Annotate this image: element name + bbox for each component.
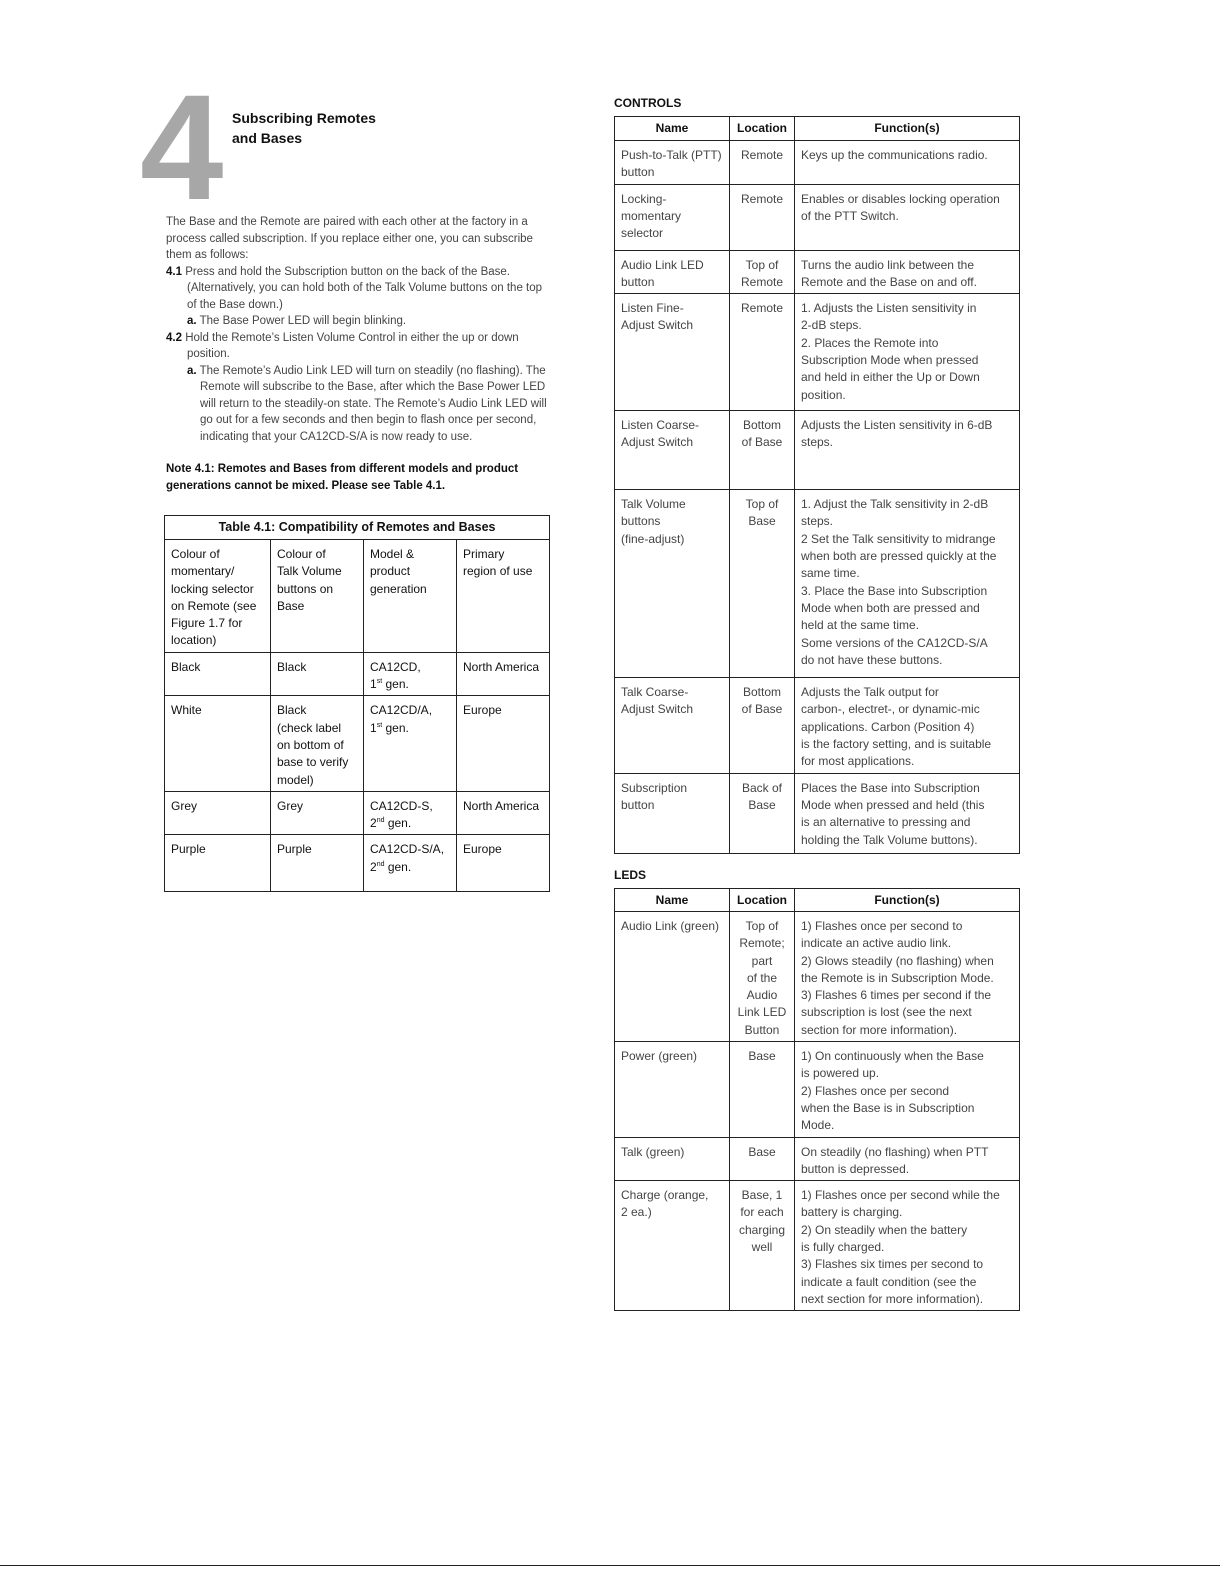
column-header: Primary region of use <box>457 540 550 653</box>
controls-heading: CONTROLS <box>614 96 682 110</box>
model: CA12CD, <box>370 659 421 674</box>
generation-suffix: nd <box>376 817 385 825</box>
column-header: Function(s) <box>795 117 1020 141</box>
table-row <box>615 411 1020 490</box>
function-cell: Adjusts the Talk output for carbon-, electret-, or dynamic-mic applications. Carbon (Position 4) is the factory setting, and is suitable for most applications. <box>795 678 1020 773</box>
generation-suffix: st <box>376 678 383 686</box>
leds-table <box>614 888 1020 1312</box>
generation-suffix: st <box>376 721 383 729</box>
table-row <box>165 835 550 892</box>
generation-number: 2 <box>370 816 377 831</box>
name-cell: Audio Link LED button <box>615 250 730 294</box>
column-header: Colour of momentary/ locking selector on Remote (see Figure 1.7 for location) <box>165 540 271 653</box>
step-text: Press and hold the Subscription button on the back of the Base. (Alternatively, you can hold both of the Talk Volume buttons on the top of the Base down.) <box>185 265 543 311</box>
table-row <box>165 696 550 791</box>
name-cell: Subscription button <box>615 773 730 853</box>
column-header: Function(s) <box>795 888 1020 911</box>
column-header: Name <box>615 117 730 141</box>
table-row <box>615 141 1020 185</box>
table-row <box>615 490 1020 678</box>
function-cell: Places the Base into Subscription Mode when pressed and held (this is an alternative to pressing and holding the Talk Volume buttons). <box>795 773 1020 853</box>
function-cell: 1) Flashes once per second to indicate an active audio link. 2) Glows steadily (no flashing) when the Remote is in Subscription Mode. 3) Flashes 6 times per second if the subscription is lost (see the next section for more information). <box>795 911 1020 1041</box>
name-cell: Talk Volume buttons (fine-adjust) <box>615 490 730 678</box>
remote-colour: Grey <box>165 791 271 835</box>
location-cell: Top of Base <box>730 490 795 678</box>
step-text: Hold the Remote’s Listen Volume Control in either the up or down position. <box>185 331 519 360</box>
function-cell: 1) On continuously when the Base is powered up. 2) Flashes once per second when the Base is in Subscription Mode. <box>795 1042 1020 1137</box>
function-cell: Adjusts the Listen sensitivity in 6-dB steps. <box>795 411 1020 490</box>
note-4-1: Note 4.1: Remotes and Bases from different models and product generations cannot be mixed. Please see Table 4.1. <box>166 463 519 492</box>
location-cell: Remote <box>730 184 795 250</box>
right-column <box>614 96 1019 1311</box>
generation-number: 1 <box>370 677 377 692</box>
location-cell: Base, 1 for each charging well <box>730 1181 795 1311</box>
substep-text: The Base Power LED will begin blinking. <box>199 315 407 327</box>
table-title: Table 4.1: Compatibility of Remotes and Bases <box>165 516 550 540</box>
substep <box>166 313 550 330</box>
model: CA12CD/A, <box>370 703 433 718</box>
function-cell: Turns the audio link between the Remote and the Base on and off. <box>795 250 1020 294</box>
function-cell: Enables or disables locking operation of the PTT Switch. <box>795 184 1020 250</box>
function-cell: 1. Adjusts the Listen sensitivity in 2-dB steps. 2. Places the Remote into Subscription Mode when pressed and held in either the Up or Down position. <box>795 294 1020 411</box>
function-cell: 1) Flashes once per second while the battery is charging. 2) On steadily when the battery is fully charged. 3) Flashes six times per second to indicate a fault condition (see the next section for more information). <box>795 1181 1020 1311</box>
location-cell: Remote <box>730 141 795 185</box>
column-header: Colour of Talk Volume buttons on Base <box>271 540 364 653</box>
function-cell: On steadily (no flashing) when PTT button is depressed. <box>795 1137 1020 1181</box>
intro-section <box>164 214 550 445</box>
location-cell: Base <box>730 1042 795 1137</box>
name-cell: Listen Coarse- Adjust Switch <box>615 411 730 490</box>
generation-label: gen. <box>384 816 412 831</box>
generation-number: 2 <box>370 859 377 874</box>
controls-table <box>614 116 1020 854</box>
remote-colour: White <box>165 696 271 791</box>
step-4-1 <box>166 264 550 314</box>
substep-text: The Remote’s Audio Link LED will turn on steadily (no flashing). The Remote will subscribe to the Base, after which the Base Power LED will return to the steadily-on state. The Remote’s Audio Link LED will go out for a few seconds and then begin to flash once per second, indicating that your CA12CD-S/A is now ready to use. <box>199 364 547 443</box>
generation-suffix: nd <box>376 860 385 868</box>
location-cell: Base <box>730 1137 795 1181</box>
step-number: 4.2 <box>166 331 182 344</box>
table-row <box>615 678 1020 773</box>
location-cell: Bottom of Base <box>730 678 795 773</box>
step-number: 4.1 <box>166 265 182 278</box>
location-cell: Bottom of Base <box>730 411 795 490</box>
location-cell: Back of Base <box>730 773 795 853</box>
column-header: Model & product generation <box>364 540 457 653</box>
generation-label: gen. <box>382 677 409 692</box>
base-colour: Black <box>271 652 364 696</box>
compatibility-table <box>164 515 550 892</box>
base-colour: Grey <box>271 791 364 835</box>
model: CA12CD-S, <box>370 798 433 813</box>
generation-label: gen. <box>382 720 409 735</box>
table-row <box>615 294 1020 411</box>
function-cell: 1. Adjust the Talk sensitivity in 2-dB steps. 2 Set the Talk sensitivity to midrange when both are pressed quickly at the same time. 3. Place the Base into Subscription Mode when both are pressed and held at the same time. Some versions of the CA12CD-S/A do not have these buttons. <box>795 490 1020 678</box>
name-cell: Charge (orange, 2 ea.) <box>615 1181 730 1311</box>
model-generation <box>364 652 457 696</box>
region: North America <box>457 791 550 835</box>
table-row <box>615 773 1020 853</box>
chapter-title: Subscribing Remotes and Bases <box>232 110 376 146</box>
substep <box>166 363 550 446</box>
generation-number: 1 <box>370 720 377 735</box>
generation-label: gen. <box>384 859 412 874</box>
location-cell: Remote <box>730 294 795 411</box>
model-generation <box>364 791 457 835</box>
table-row <box>165 652 550 696</box>
region: Europe <box>457 835 550 892</box>
name-cell: Listen Fine- Adjust Switch <box>615 294 730 411</box>
spacer <box>614 854 1019 868</box>
left-column <box>164 214 550 892</box>
region: North America <box>457 652 550 696</box>
substep-label: a. <box>187 315 197 327</box>
location-cell: Top of Remote; part of the Audio Link LED Button <box>730 911 795 1041</box>
location-cell: Top of Remote <box>730 250 795 294</box>
region: Europe <box>457 696 550 791</box>
model: CA12CD-S/A, <box>370 842 445 857</box>
base-colour: Purple <box>271 835 364 892</box>
table-row <box>165 791 550 835</box>
name-cell: Push-to-Talk (PTT) button <box>615 141 730 185</box>
name-cell: Audio Link (green) <box>615 911 730 1041</box>
column-header: Location <box>730 117 795 141</box>
intro-paragraph: The Base and the Remote are paired with each other at the factory in a process called subscription. If you replace either one, you can subscribe them as follows: <box>166 216 533 261</box>
table-row <box>615 911 1020 1041</box>
function-cell: Keys up the communications radio. <box>795 141 1020 185</box>
name-cell: Locking- momentary selector <box>615 184 730 250</box>
table-row <box>615 1181 1020 1311</box>
substep-label: a. <box>187 364 197 377</box>
page-bottom-rule <box>0 1565 1220 1566</box>
column-header: Location <box>730 888 795 911</box>
chapter-number: 4 <box>140 72 224 222</box>
name-cell: Power (green) <box>615 1042 730 1137</box>
base-colour: Black (check label on bottom of base to verify model) <box>271 696 364 791</box>
leds-heading: LEDS <box>614 867 647 882</box>
table-row <box>615 1137 1020 1181</box>
column-header: Name <box>615 888 730 911</box>
table-row <box>615 184 1020 250</box>
name-cell: Talk Coarse- Adjust Switch <box>615 678 730 773</box>
step-4-2 <box>166 330 550 363</box>
remote-colour: Black <box>165 652 271 696</box>
table-row <box>615 1042 1020 1137</box>
model-generation <box>364 696 457 791</box>
table-row <box>615 250 1020 294</box>
name-cell: Talk (green) <box>615 1137 730 1181</box>
remote-colour: Purple <box>165 835 271 892</box>
model-generation <box>364 835 457 892</box>
